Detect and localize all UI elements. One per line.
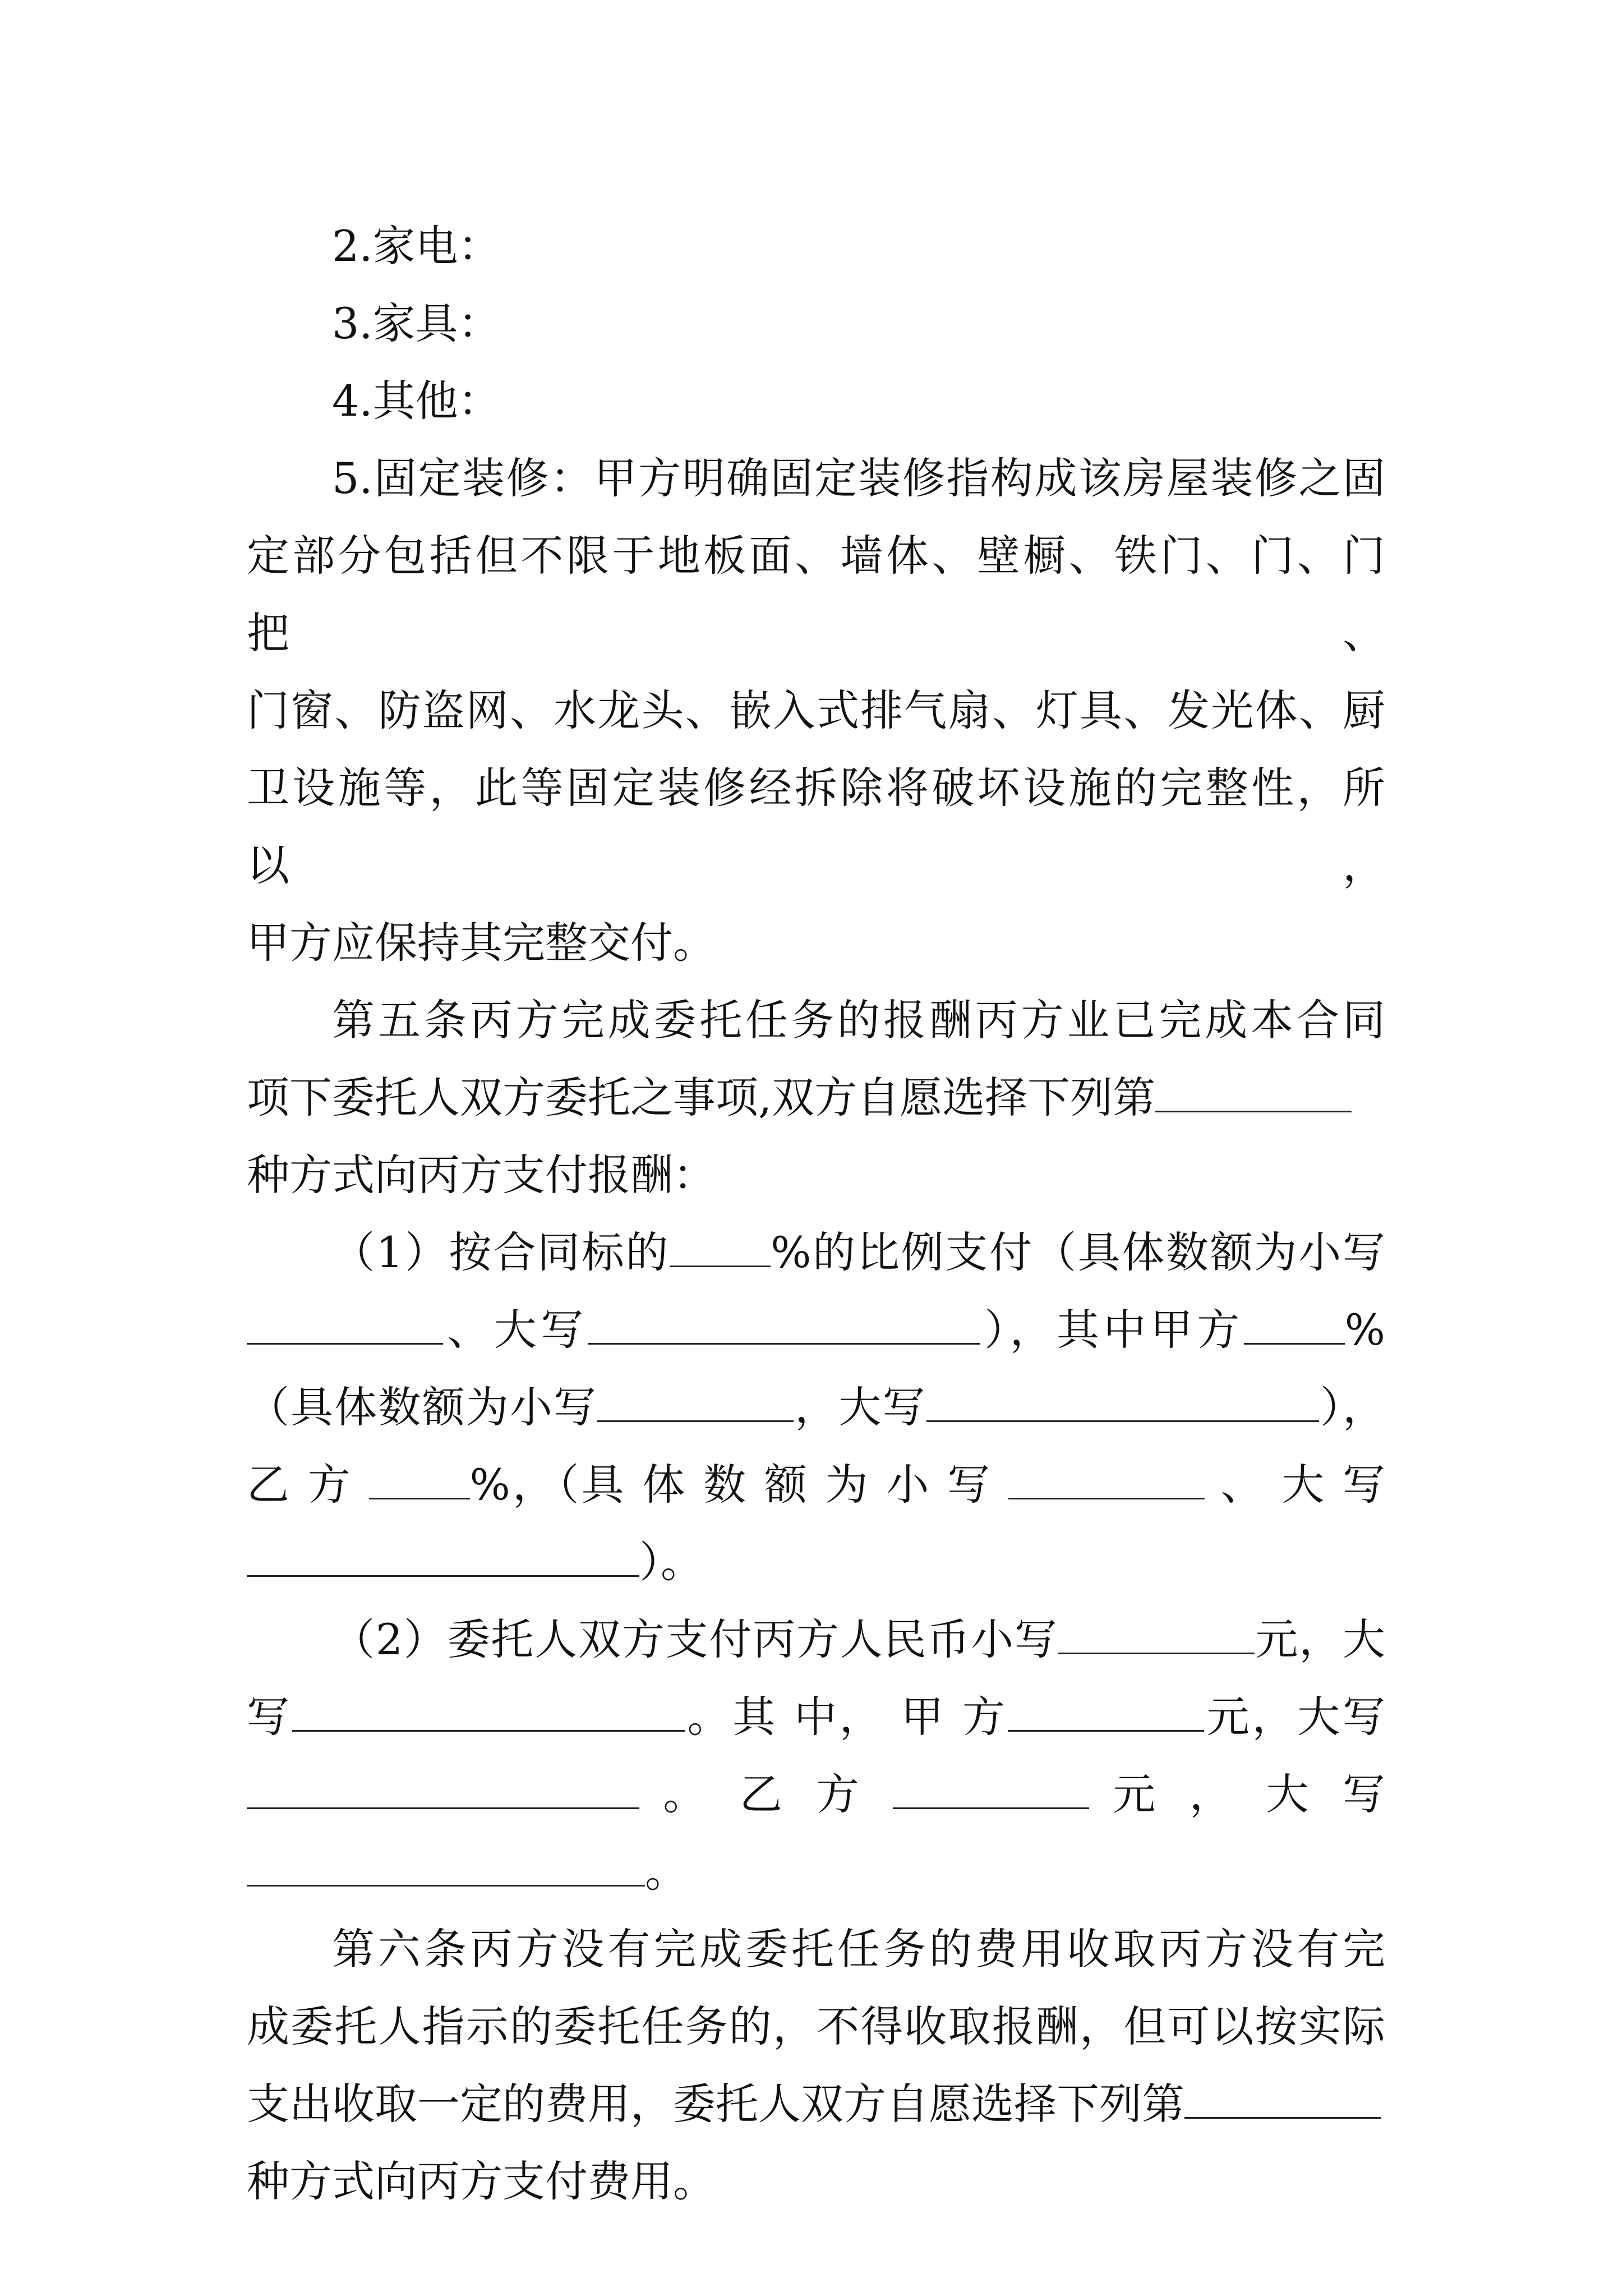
item-furniture: 3.家具： (332, 298, 501, 348)
text-segment: %，（具 体 数 额 为 小 写 (469, 1460, 993, 1510)
blank-field[interactable] (926, 1381, 1319, 1422)
text-segment: （具体数额为小写 (247, 1382, 598, 1432)
article-6 (247, 1911, 1385, 2220)
text-segment: 。 乙 方 (663, 1769, 869, 1819)
text-segment: 元，大写 (1204, 1692, 1386, 1742)
blank-field[interactable] (369, 1458, 470, 1499)
text-line: 卫设施等，此等固定装修经拆除将破坏设施的完整性，所以， (247, 763, 1385, 890)
blank-field[interactable] (1184, 2078, 1381, 2119)
text-segment: 元，大 (1254, 1614, 1386, 1664)
text-segment: ，大写 (794, 1382, 926, 1432)
text-line (247, 1291, 1385, 1369)
blank-field[interactable] (292, 1691, 685, 1732)
text-line (247, 1756, 1385, 1833)
blank-field[interactable] (247, 1536, 639, 1577)
text-line: 第五条丙方完成委托任务的报酬丙方业已完成本合同 (332, 995, 1385, 1045)
blank-field[interactable] (247, 1768, 639, 1809)
text-segment: 支出收取一定的费用，委托人双方自愿选择下列第 (247, 2079, 1184, 2129)
text-line: 定部分包括但不限于地板面、墙体、壁橱、铁门、门、门把、 (247, 531, 1385, 658)
text-segment: 、大写 (443, 1305, 588, 1355)
text-segment: 。其 中， 甲 方 (684, 1692, 1008, 1742)
text-segment: ），其中甲方 (980, 1305, 1244, 1355)
text-line: 甲方应保持其完整交付。 (247, 918, 716, 968)
text-line: 5.固定装修：甲方明确固定装修指构成该房屋装修之固 (332, 453, 1385, 503)
text-line: 种方式向丙方支付报酬： (247, 1150, 716, 1200)
text-segment: 写 (247, 1692, 292, 1742)
item-appliances: 2.家电： (332, 221, 501, 271)
payment-option-2 (247, 1601, 1385, 1678)
text-segment: 项下委托人双方委托之事项,双方自愿选择下列第 (247, 1073, 1156, 1122)
text-line (247, 1678, 1385, 1756)
text-line (247, 1059, 1385, 1137)
text-segment: % (1344, 1305, 1386, 1355)
document-body (247, 208, 1385, 2220)
blank-field[interactable] (247, 1846, 645, 1887)
text-line (247, 1369, 1385, 1446)
text-segment: 。 (645, 1847, 688, 1897)
blank-field[interactable] (670, 1226, 771, 1267)
blank-field[interactable] (893, 1768, 1089, 1809)
blank-field[interactable] (1244, 1304, 1345, 1345)
text-segment: （1）按合同标的 (332, 1227, 670, 1277)
text-line: 门窗、防盗网、水龙头、嵌入式排气扇、灯具、发光体、厨 (247, 685, 1385, 735)
text-line: 种方式向丙方支付费用。 (247, 2156, 716, 2206)
blank-field[interactable] (1058, 1613, 1255, 1654)
text-segment: ）。 (639, 1537, 703, 1587)
text-segment: %的比例支付（具体数额为小写 (771, 1227, 1385, 1277)
blank-field[interactable] (1155, 1071, 1352, 1112)
blank-field[interactable] (597, 1381, 794, 1422)
text-line (247, 1833, 1385, 1911)
text-line: 第六条丙方没有完成委托任务的费用收取丙方没有完 (332, 1924, 1385, 1974)
text-segment: 元 ， 大 写 (1113, 1769, 1385, 1819)
text-line (247, 2065, 1385, 2143)
text-line: 成委托人指示的委托任务的，不得收取报酬，但可以按实际 (247, 2001, 1385, 2051)
blank-field[interactable] (1008, 1691, 1204, 1732)
blank-field[interactable] (1008, 1458, 1205, 1499)
text-segment: 乙 方 (247, 1460, 353, 1510)
payment-option-1 (247, 1214, 1385, 1291)
item-other: 4.其他： (332, 376, 501, 426)
fixed-decoration-paragraph (247, 440, 1385, 982)
text-segment: ）， (1318, 1382, 1386, 1432)
article-5 (247, 982, 1385, 1911)
blank-field[interactable] (247, 1304, 443, 1345)
text-line (247, 1524, 1385, 1601)
text-segment: 、 大 写 (1220, 1460, 1385, 1510)
text-segment: （2）委托人双方支付丙方人民币小写 (332, 1614, 1058, 1664)
text-line (247, 1446, 1385, 1524)
blank-field[interactable] (588, 1304, 980, 1345)
